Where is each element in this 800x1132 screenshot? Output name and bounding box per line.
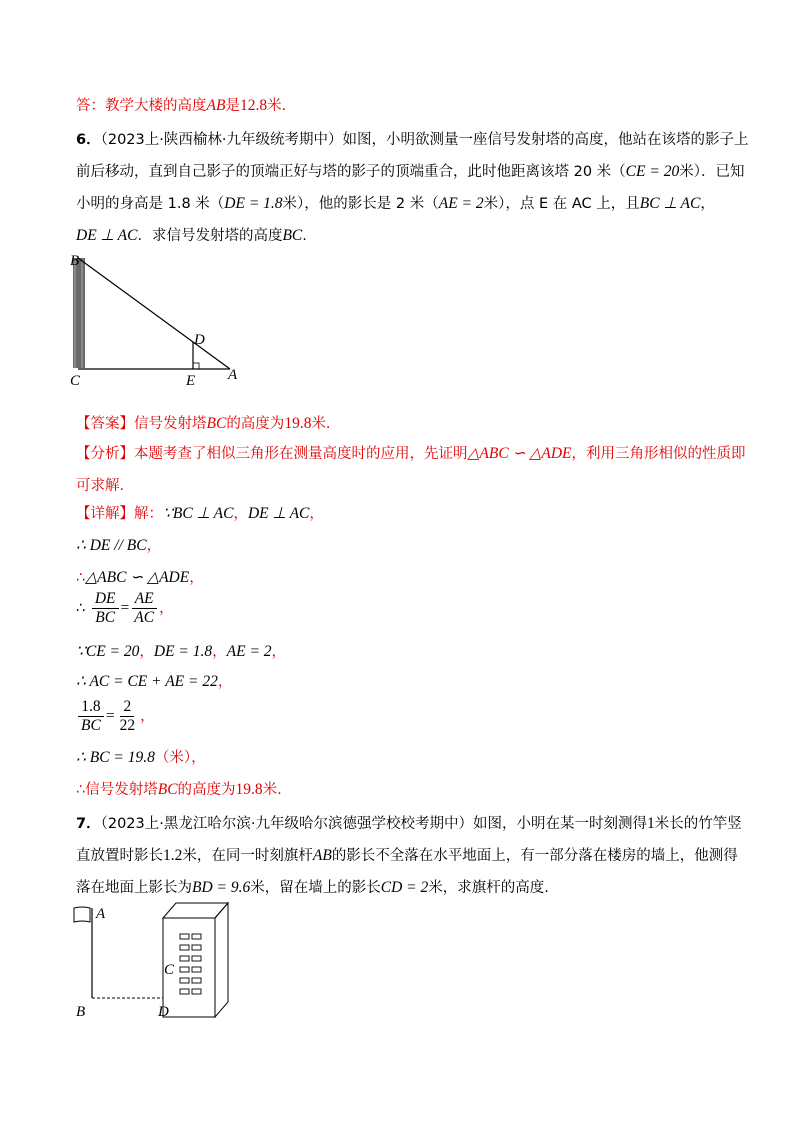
q7-text: 落在地面上影长为 [76,880,192,896]
fraction-18-BC [78,698,104,735]
detail-line3: ∴△ABC ∽ △ADE， [76,569,204,586]
right-angle-mark [193,363,199,369]
fraction-den: BC [81,717,101,734]
q6-text: 前后移动，直到自己影子的顶端正好与塔的影子的顶端重合，此时他距离该塔 20 米（ [76,164,626,180]
q7-number: 7． [76,816,101,832]
q6-text: 米）．已知 [679,164,745,180]
detail-jie: 解： [134,506,163,522]
analysis-line2 [76,474,124,495]
fraction-num: 1.8 [78,698,103,717]
detail-line1: 【详解】解：∵BC ⊥ AC，DE ⊥ AC， [76,505,324,522]
q6-line3 [76,192,715,213]
detail-math: ∵CE = 20 [76,643,140,660]
detail-text: 的高度为 [177,782,236,798]
analysis-text: 本题考查了相似三角形在测量高度时的应用，先证明 [134,446,468,462]
fraction-DE-BC [92,590,119,627]
window [180,978,189,983]
label-D: D [194,332,205,348]
detail-math: ∴ DE // BC [76,537,147,554]
tower-diagram [66,248,256,388]
window [192,934,201,939]
answer-line [76,412,331,433]
q7-source: （2023上·黑龙江哈尔滨·九年级哈尔滨德强学校校考期中） [100,816,473,832]
q7-value: 1 [646,815,655,832]
analysis-text: 可求解. [76,478,125,494]
answer-tag: 【答案】 [76,416,134,432]
label-E: E [186,373,196,388]
detail-math: DE ⊥ AC [247,505,310,522]
previous-answer [76,94,286,115]
q6-source: （2023上·陕西榆林·九年级统考期中） [100,132,343,148]
q7-text: 的影长不全落在水平地面上，有一部分落在楼房的墙上，他测得 [331,848,738,864]
detail-math: ∴ AC = CE + AE = 22 [76,673,218,690]
q6-line2 [76,160,744,181]
q7-line1 [76,812,742,833]
detail-math: AE = 2 [226,643,272,660]
q6-line4 [76,224,307,245]
detail-therefore: ∴ [76,570,86,586]
q6-text: 米），他的影长是 2 米（ [282,196,439,212]
label-B: B [76,1004,86,1020]
label-A: A [96,906,106,922]
building-windows [180,934,201,994]
window [180,945,189,950]
q7-var: AB [312,847,332,864]
fraction-2-22 [117,698,139,735]
q6-text: ．求信号发射塔的高度 [137,228,283,244]
detail-tag: 【详解】 [76,506,134,522]
q7-text: 米长的竹竿竖 [654,816,742,832]
detail-value: 19.8 [235,781,263,798]
q7-value: 1.2 [163,847,183,864]
q7-line2 [76,844,738,865]
analysis-text: ，利用三角形相似的性质即 [571,446,746,462]
q6-text: . [302,228,307,244]
answer-text: 的高度为 [226,416,285,432]
detail-therefore: ∴ [76,600,86,617]
window [192,945,201,950]
q6-line1 [76,128,748,149]
q6-number: 6． [76,132,101,148]
q7-text: 米，留在墙上的影长 [250,880,381,896]
line-BA [78,258,230,369]
detail-line7: $\frac{1.8}{BC}$ = $\frac{2}{22}$ ， [76,698,155,735]
detail-line6: ∴ AC = CE + AE = 22， [76,673,233,690]
detail-line2: ∴ DE // BC， [76,537,162,554]
detail-line4: ∴ $\frac{DE}{BC}$ = $\frac{AE}{AC}$ ， [76,590,174,626]
window [180,967,189,972]
detail-math: ∵BC ⊥ AC [163,505,234,522]
detail-text: ∴信号发射塔 [76,782,158,798]
q6-var: BC [282,227,303,244]
fraction-num: 2 [120,698,134,717]
fraction-num: DE [92,590,119,609]
q7-text: 如图，小明在某一时刻测得 [472,816,647,832]
fraction-den: AC [134,609,155,626]
detail-line9 [76,778,282,799]
window [180,934,189,939]
answer-var: BC [206,415,227,432]
detail-math: DE = 1.8 [153,643,213,660]
prev-answer-value: 12.8 [239,97,268,114]
q7-text: 米，在同一时刻旗杆 [182,848,313,864]
detail-unit: 米. [262,782,282,798]
detail-math: ∴ BC = 19.8 [76,749,155,766]
q7-math: BD = 9.6 [192,879,251,896]
q6-math: BC ⊥ AC [639,195,701,212]
fraction-den: 22 [119,717,136,734]
prev-answer-is: 是 [225,98,240,114]
q6-math: DE ⊥ AC [76,227,138,244]
label-D: D [158,1004,169,1020]
label-B: B [70,253,80,269]
window [192,989,201,994]
window [180,956,189,961]
q6-text: ， [700,196,715,212]
q7-math: CD = 2 [380,879,429,896]
q6-text: 如图，小明欲测量一座信号发射塔的高度，他站在该塔的影子上 [342,132,749,148]
detail-var: BC [157,781,178,798]
fraction-num: AE [132,590,157,609]
detail-line8: ∴ BC = 19.8（米）， [76,749,206,766]
q6-math: CE = 20 [625,163,680,180]
window [192,978,201,983]
answer-value: 19.8 [284,415,312,432]
detail-line5: ∵CE = 20，DE = 1.8，AE = 2， [76,643,287,660]
q6-math: DE = 1.8 [224,195,283,212]
window [180,989,189,994]
q7-text: 直放置时影长 [76,848,163,864]
q6-text: 米），点 E 在 AC 上，且 [483,196,640,212]
detail-unit: （米） [154,750,192,766]
flag-icon [74,907,90,922]
q7-text: 米，求旗杆的高度. [428,880,549,896]
building-top [163,903,228,918]
prev-answer-label: 答：教学大楼的高度 [76,98,207,114]
label-A: A [228,367,238,383]
analysis-tag: 【分析】 [76,446,134,462]
fraction-AE-AC [131,590,157,627]
fraction-den: BC [95,609,116,626]
flagpole-building-diagram [66,898,246,1023]
window [192,967,201,972]
label-C: C [70,373,81,388]
answer-text: 信号发射塔 [134,416,207,432]
analysis-math: △ABC ∽ △ADE [467,445,572,462]
q7-line3 [76,876,549,897]
answer-unit: 米. [311,416,331,432]
prev-answer-unit: 米. [267,98,287,114]
window [192,956,201,961]
label-C: C [164,962,175,978]
building-side [215,903,228,1017]
q6-text: 小明的身高是 1.8 米（ [76,196,225,212]
detail-math: △ABC ∽ △ADE [85,569,190,586]
q6-math: AE = 2 [438,195,484,212]
analysis-line1 [76,442,745,463]
prev-answer-var: AB [206,97,226,114]
